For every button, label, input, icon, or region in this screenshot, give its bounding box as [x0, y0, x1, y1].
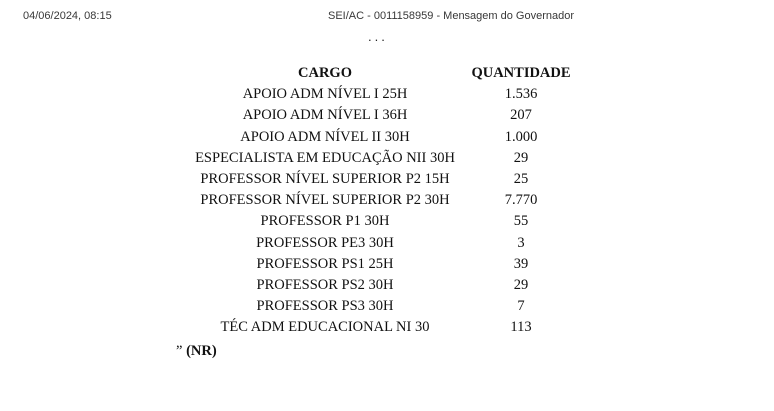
table-header-quantidade: QUANTIDADE — [471, 65, 571, 81]
table-header-row — [179, 63, 571, 84]
quantidade-cell: 29 — [513, 277, 529, 294]
table-header-cargo: CARGO — [298, 65, 352, 81]
cargo-cell: ESPECIALISTA EM EDUCAÇÃO NII 30H — [195, 149, 455, 166]
cargo-cell: PROFESSOR PE3 30H — [256, 234, 394, 251]
quantidade-cell: 1.536 — [504, 86, 538, 103]
quantidade-cell: 3 — [517, 234, 525, 251]
quantidade-cell: 207 — [510, 107, 532, 124]
cargo-quantity-table — [179, 63, 571, 339]
table-row — [179, 211, 571, 232]
table-row — [179, 148, 571, 169]
quantidade-cell: 1.000 — [504, 128, 538, 145]
cargo-cell: PROFESSOR P1 30H — [260, 213, 390, 230]
omission-ellipsis: ... — [368, 29, 388, 44]
quantidade-cell: 39 — [513, 255, 529, 272]
cargo-cell: APOIO ADM NÍVEL II 30H — [240, 128, 410, 145]
cargo-cell: PROFESSOR PS3 30H — [256, 298, 394, 315]
nr-label: (NR) — [186, 343, 217, 359]
closing-line — [176, 343, 217, 360]
quantidade-cell: 113 — [510, 319, 532, 336]
table-row — [179, 275, 571, 296]
print-header-title: SEI/AC - 0011158959 - Mensagem do Governador — [328, 10, 575, 22]
cargo-cell: PROFESSOR PS2 30H — [256, 277, 394, 294]
quantidade-cell: 55 — [513, 213, 529, 230]
cargo-cell: APOIO ADM NÍVEL I 25H — [242, 86, 408, 103]
table-row — [179, 127, 571, 148]
table-row — [179, 169, 571, 190]
table-row — [179, 233, 571, 254]
quantidade-cell: 7.770 — [504, 192, 538, 209]
quantidade-cell: 25 — [513, 171, 529, 188]
table-row — [179, 254, 571, 275]
table-row — [179, 317, 571, 338]
table-row — [179, 190, 571, 211]
table-row — [179, 84, 571, 105]
table-row — [179, 296, 571, 317]
cargo-cell: PROFESSOR PS1 25H — [256, 255, 394, 272]
cargo-cell: PROFESSOR NÍVEL SUPERIOR P2 30H — [200, 192, 450, 209]
quantidade-cell: 7 — [517, 298, 525, 315]
closing-quote-mark: ” — [176, 343, 183, 359]
cargo-cell: TÉC ADM EDUCACIONAL NI 30 — [220, 319, 430, 336]
table-row — [179, 105, 571, 126]
cargo-cell: PROFESSOR NÍVEL SUPERIOR P2 15H — [200, 171, 450, 188]
quantidade-cell: 29 — [513, 149, 529, 166]
print-header-datetime: 04/06/2024, 08:15 — [23, 10, 112, 22]
cargo-cell: APOIO ADM NÍVEL I 36H — [242, 107, 408, 124]
